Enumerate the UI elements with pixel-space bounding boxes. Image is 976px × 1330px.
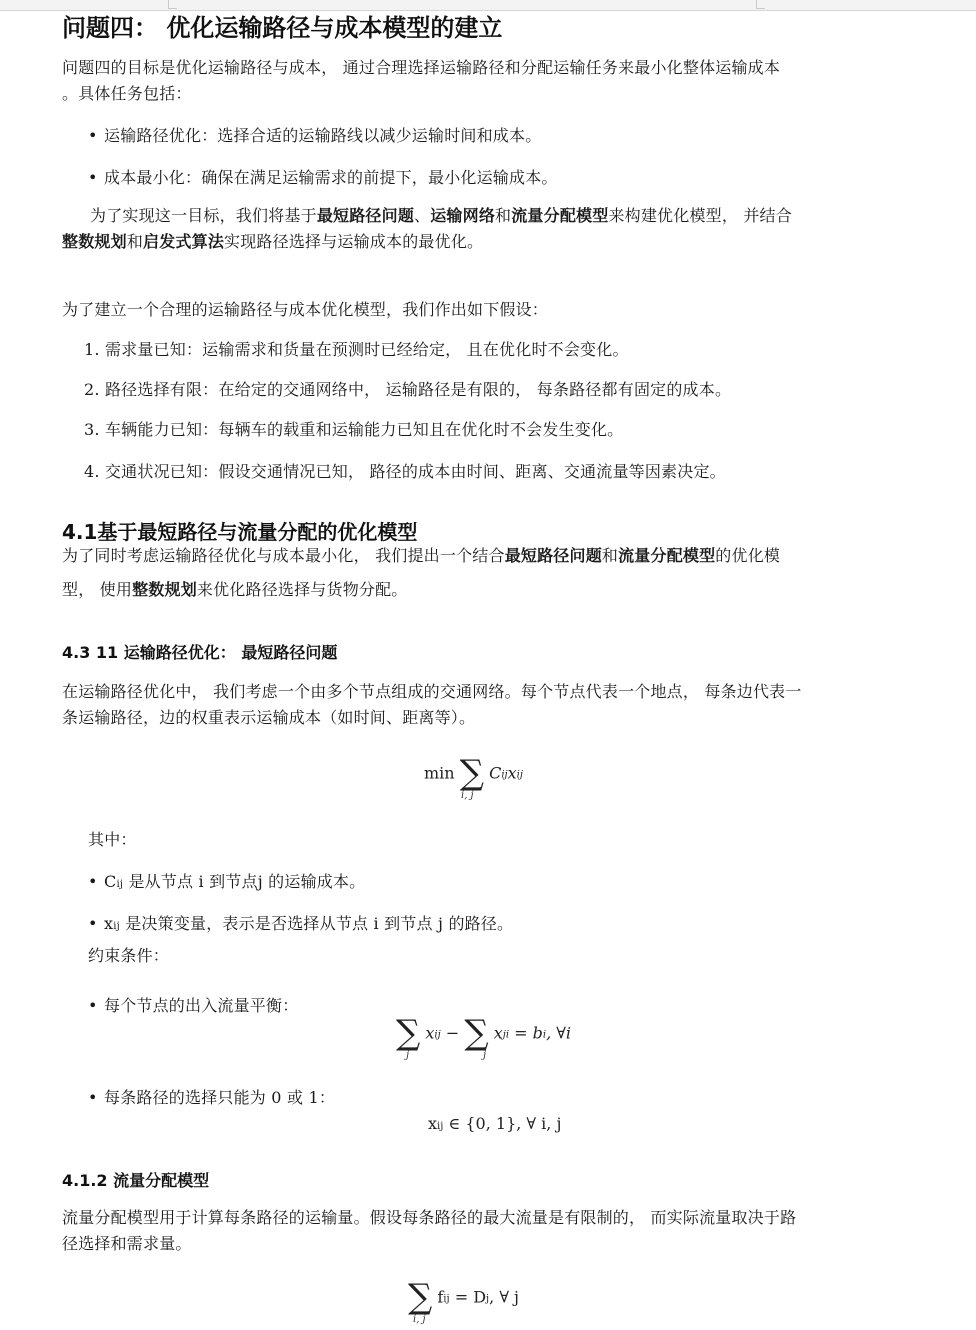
bold-term: 整数规划: [132, 580, 197, 599]
symbol-subscript: ij: [113, 921, 120, 932]
min-operator: min: [424, 763, 455, 783]
cost-subscript: ij: [501, 769, 508, 781]
equals-d: = D: [454, 1287, 487, 1307]
assumption-item: [84, 418, 623, 442]
decision-symbol: x: [428, 1114, 438, 1133]
flow-subscript: ij: [443, 1293, 450, 1305]
decision-subscript: ij: [516, 769, 523, 781]
section-4-3-11-line-2: 条运输路径，边的权重表示运输成本（如时间、距离等）。: [62, 708, 476, 727]
bold-term: 整数规划: [62, 232, 127, 251]
equals-b: = b: [514, 1023, 543, 1043]
assumption-text: 路径选择有限：在给定的交通网络中， 运输路径是有限的， 每条路径都有固定的成本。: [104, 380, 732, 399]
definition-item: [104, 912, 513, 939]
page-title: 问题四： 优化运输路径与成本模型的建立: [62, 14, 503, 42]
section-4-1-line-2: [62, 578, 408, 602]
forall-j: , ∀ j: [489, 1287, 520, 1307]
assumption-text: 交通状况已知：假设交通情况已知， 路径的成本由时间、距离、交通流量等因素决定。: [104, 462, 726, 481]
constraint-item: • 每条路径的选择只能为 0 或 1：: [104, 1086, 335, 1110]
bold-term: 最短路径问题: [316, 206, 415, 225]
section-4-1-line-1: [62, 544, 780, 568]
text: 为了同时考虑运输路径优化与成本最小化， 我们提出一个结合: [62, 546, 505, 565]
flow-symbol: f: [437, 1287, 444, 1307]
formula-flow-balance: [396, 1013, 572, 1053]
text: 和: [126, 232, 144, 251]
list-number: 2.: [84, 380, 100, 399]
symbol-subscript: ij: [116, 879, 124, 890]
definition-text: 是决策变量，表示是否选择从节点 i 到节点 j 的路径。: [119, 914, 514, 933]
binary-domain: ∈ {0, 1}, ∀ i, j: [448, 1114, 562, 1133]
assumption-item: [84, 460, 726, 484]
constraints-label: 约束条件：: [88, 946, 170, 965]
b-subscript: i: [542, 1029, 547, 1041]
text: 型， 使用: [62, 580, 133, 599]
formula-binary: [428, 1114, 561, 1133]
intro-line-1: 问题四的目标是优化运输路径与成本， 通过合理选择运输路径和分配运输任务来最小化整体运输成本: [62, 58, 781, 77]
bold-term: 运输网络: [430, 206, 496, 225]
text: 来优化路径选择与货物分配。: [196, 580, 408, 599]
formula-demand: [408, 1277, 520, 1317]
task-item: • 成本最小化：确保在满足运输需求的前提下，最小化运输成本。: [104, 166, 558, 190]
method-paragraph-line-2: [62, 230, 483, 254]
summation-index: j: [406, 1050, 410, 1061]
list-number: 1.: [84, 340, 100, 359]
d-subscript: j: [486, 1293, 490, 1305]
minus-sign: −: [445, 1023, 460, 1043]
intro-line-2: 。具体任务包括：: [62, 84, 192, 103]
list-number: 3.: [84, 420, 100, 439]
summation-index: i, j: [413, 1314, 426, 1325]
text: 和: [601, 546, 619, 565]
text: 为了实现这一目标，我们将基于: [90, 206, 317, 225]
where-label: 其中：: [88, 830, 137, 849]
decision-subscript: ij: [434, 1029, 441, 1041]
text: 的优化模: [715, 546, 781, 565]
task-item: • 运输路径优化：选择合适的运输路线以减少运输时间和成本。: [104, 124, 541, 148]
section-4-3-11-line-1: 在运输路径优化中， 我们考虑一个由多个节点组成的交通网络。每个节点代表一个地点， 每条边代表一: [62, 682, 802, 701]
list-number: 4.: [84, 462, 100, 481]
summation-symbol: ∑: [408, 1277, 433, 1317]
summation-symbol: ∑: [464, 1013, 489, 1053]
section-heading-4-1: 4.1基于最短路径与流量分配的优化模型: [62, 520, 418, 544]
assumption-text: 车辆能力已知：每辆车的载重和运输能力已知且在优化时不会发生变化。: [104, 420, 624, 439]
section-heading-4-3-11: 4.3 11 运输路径优化： 最短路径问题: [62, 643, 338, 662]
symbol: C: [104, 872, 117, 891]
bold-term: 启发式算法: [143, 232, 225, 251]
symbol: x: [104, 914, 114, 933]
section-heading-4-1-2: 4.1.2 流量分配模型: [62, 1171, 210, 1190]
text: 和: [495, 206, 512, 225]
text: 、: [414, 206, 431, 225]
assumption-item: [84, 338, 629, 362]
summation-index: j: [483, 1050, 487, 1061]
bold-term: 流量分配模型: [511, 206, 609, 225]
decision-subscript: ji: [502, 1029, 510, 1041]
definition-text: 是从节点 i 到节点j 的运输成本。: [123, 872, 366, 891]
decision-symbol: x: [493, 1023, 503, 1043]
definition-item: [104, 870, 365, 897]
summation-symbol: ∑: [459, 753, 484, 793]
bold-term: 最短路径问题: [504, 546, 602, 565]
forall-i: , ∀i: [546, 1023, 572, 1043]
page-edge-mark: [756, 0, 765, 9]
decision-symbol: x: [507, 763, 517, 783]
text: 实现路径选择与运输成本的最优化。: [224, 232, 484, 251]
assumption-text: 需求量已知：运输需求和货量在预测时已经给定， 且在优化时不会变化。: [104, 340, 629, 359]
assumption-item: [84, 378, 731, 402]
section-4-1-2-line-1: 流量分配模型用于计算每条路径的运输量。假设每条路径的最大流量是有限制的， 而实际流量取决于路: [62, 1208, 797, 1227]
constraint-item: • 每个节点的出入流量平衡：: [104, 994, 298, 1018]
decision-symbol: x: [425, 1023, 435, 1043]
decision-subscript: ij: [437, 1121, 444, 1132]
summation-index: i, j: [461, 790, 474, 801]
section-4-1-2-line-2: 径选择和需求量。: [62, 1234, 192, 1253]
bold-term: 流量分配模型: [618, 546, 716, 565]
summation-symbol: ∑: [396, 1013, 421, 1053]
cost-symbol: C: [489, 763, 502, 783]
method-paragraph-line-1: [90, 204, 792, 228]
assumption-intro: 为了建立一个合理的运输路径与成本优化模型，我们作出如下假设：: [62, 300, 549, 319]
text: 来构建优化模型， 并结合: [608, 206, 792, 225]
